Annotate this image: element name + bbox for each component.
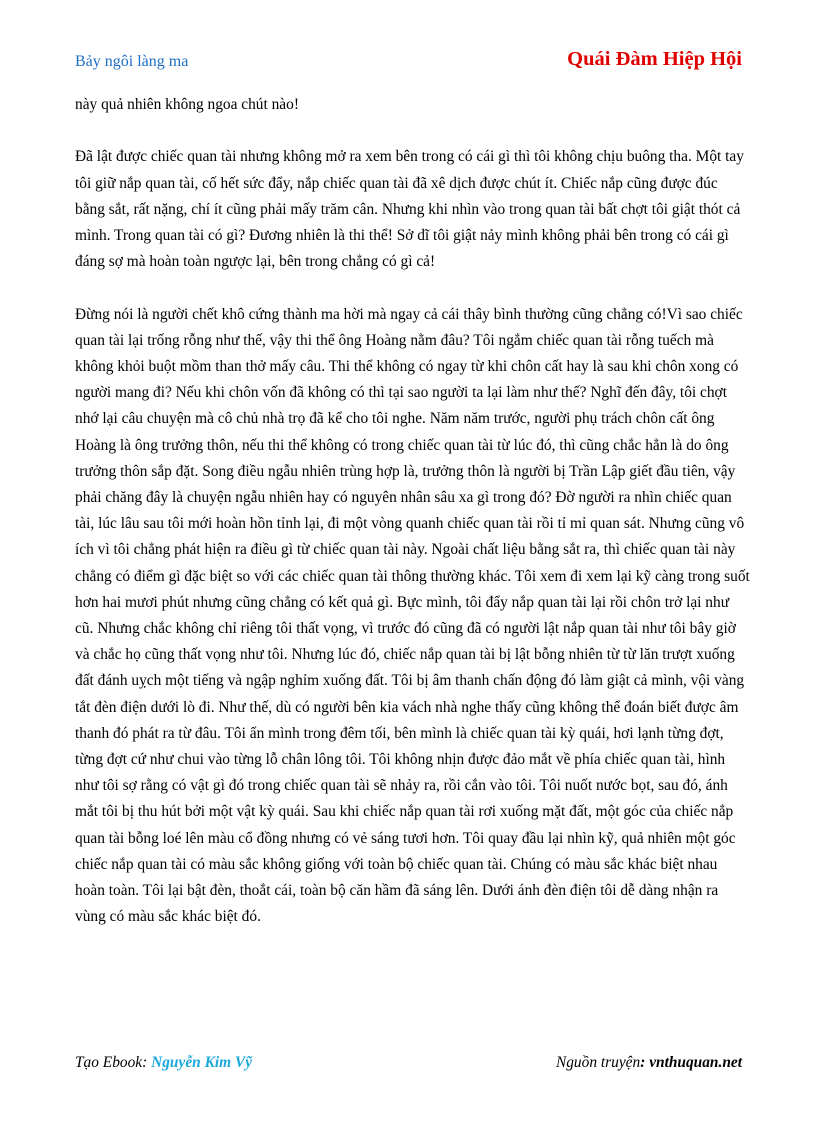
body-text <box>75 92 751 930</box>
series-title: Quái Đàm Hiệp Hội <box>567 48 742 70</box>
source-colon: : <box>640 1054 646 1071</box>
paragraph-1: này quả nhiên không ngoa chút nào! <box>75 96 299 113</box>
ebook-label: Tạo Ebook <box>75 1054 143 1071</box>
source-site: vnthuquan.net <box>649 1054 742 1071</box>
paragraph-3: Đừng nói là người chết khô cứng thành ma hời mà ngay cả cái thây bình thường cũng chẳng có!Vì sao chiếc quan tài lại trống rỗng như thế, vậy thi thể ông Hoàng nằm đâu? Tôi ngắm chiếc quan tài rỗng tuếch mà không khỏi buột mồm than thở mấy câu. Thi thể không có ngay từ khi chôn cất hay là sau khi chôn xong có người mang đi? Nếu khi chôn vốn đã không có thì tại sao người ta lại làm như thế? Nghĩ đến đây, tôi chợt nhớ lại câu chuyện mà cô chủ nhà trọ đã kể cho tôi nghe. Năm năm trước, người phụ trách chôn cất ông Hoàng là ông trưởng thôn, nếu thi thể không có trong chiếc quan tài từ lúc đó, thì cũng chắc hẳn là do ông trưởng thôn sắp đặt. Song điều ngẫu nhiên trùng hợp là, trưởng thôn là người bị Trần Lập giết đầu tiên, vậy phải chăng đây là chuyện ngẫu nhiên hay có nguyên nhân sâu xa gì trong đó? Đờ người ra nhìn chiếc quan tài, lúc lâu sau tôi mới hoàn hồn tỉnh lại, đi một vòng quanh chiếc quan tài rồi tỉ mỉ quan sát. Nhưng cũng vô ích vì tôi chẳng phát hiện ra điều gì từ chiếc quan tài này. Ngoài chất liệu bằng sắt ra, thì chiếc quan tài này chẳng có điểm gì đặc biệt so với các chiếc quan tài thông thường khác. Tôi xem đi xem lại kỹ càng trong suốt hơn hai mươi phút nhưng cũng chẳng có kết quả gì. Bực mình, tôi đẩy nắp quan tài lại rồi chôn trở lại như cũ. Nhưng chắc không chỉ riêng tôi thất vọng, vì trước đó cũng đã có người lật nắp quan tài như tôi bây giờ và chắc họ cũng thất vọng như tôi. Nhưng lúc đó, chiếc nắp quan tài bị lật bỗng nhiên từ từ lăn trượt xuống đất đánh uỵch một tiếng và ngập nghỉm xuống đất. Tôi bị âm thanh chấn động đó làm giật cả mình, vội vàng tắt đèn điện dưới lò đi. Như thế, dù có người bên kia vách nhà nghe thấy cũng không thể đoán biết được âm thanh đó phát ra từ đâu. Tôi ẩn mình trong đêm tối, bên mình là chiếc quan tài kỳ quái, hơi lạnh từng đợt, từng đợt cứ như chui vào từng lỗ chân lông tôi. Tôi không nhịn được đảo mắt về phía chiếc quan tài, hình như tôi sợ rằng có vật gì đó trong chiếc quan tài sẽ nhảy ra, rồi cắn vào tôi. Tôi nuốt nước bọt, sau đó, ánh mắt tôi bị thu hút bởi một vật kỳ quái. Sau khi chiếc nắp quan tài rơi xuống mặt đất, một góc của chiếc nắp quan tài bỗng loé lên màu cổ đồng nhưng có vẻ sáng tươi hơn. Tôi quay đầu lại nhìn kỹ, quả nhiên một góc chiếc nắp quan tài có màu sắc không giống với toàn bộ chiếc quan tài. Chúng có màu sắc khác biệt nhau hoàn toàn. Tôi lại bật đèn, thoắt cái, toàn bộ căn hầm đã sáng lên. Dưới ánh đèn điện tôi dễ dàng nhận ra vùng có màu sắc khác biệt đó. <box>75 305 750 926</box>
page-header <box>75 48 742 78</box>
ebook-author: Nguyễn Kim Vỹ <box>151 1054 253 1071</box>
ebook-credit <box>75 1054 252 1072</box>
book-title: Bảy ngôi làng ma <box>75 53 189 70</box>
source-credit <box>556 1054 742 1072</box>
page-footer <box>75 1054 742 1078</box>
source-label: Nguồn truyện <box>555 1054 641 1071</box>
paragraph-2: Đã lật được chiếc quan tài nhưng không mở ra xem bên trong có cái gì thì tôi không chịu buông tha. Một tay tôi giữ nắp quan tài, cố hết sức đẩy, nắp chiếc quan tài đã xê dịch được chút ít. Chiếc nắp cũng được đúc bằng sắt, rất nặng, chí ít cũng phải mấy trăm cân. Nhưng khi nhìn vào trong quan tài bất chợt tôi giật thót cả mình. Trong quan tài có gì? Đương nhiên là thi thể! Sở dĩ tôi giật nảy mình không phải bên trong có cái gì đáng sợ mà hoàn toàn ngược lại, bên trong chẳng có gì cả! <box>75 148 744 271</box>
ebook-colon: : <box>142 1054 148 1071</box>
